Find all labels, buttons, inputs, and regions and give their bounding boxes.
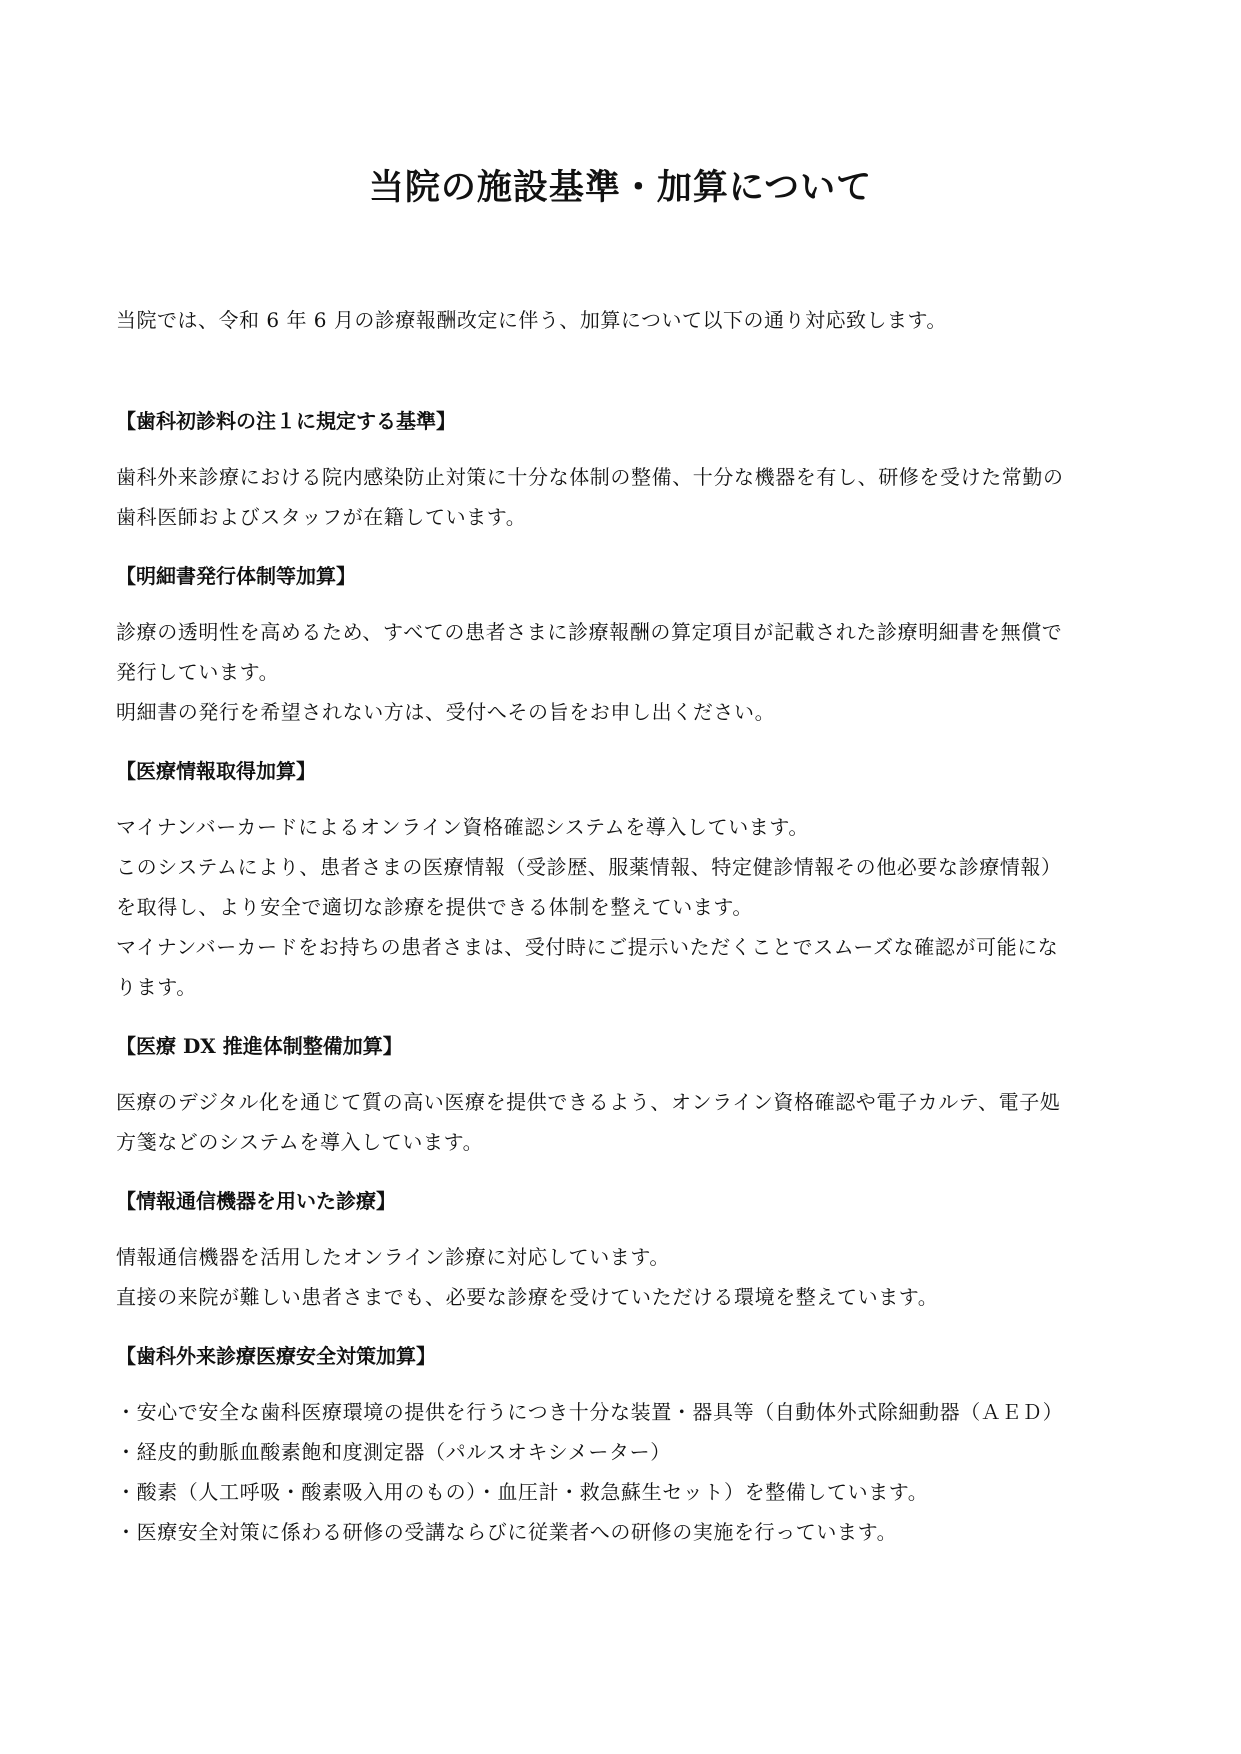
- section-line: 発行しています。: [116, 660, 280, 684]
- section-line: マイナンバーカードによるオンライン資格確認システムを導入しています。: [116, 815, 809, 839]
- section-heading: 【明細書発行体制等加算】: [116, 564, 356, 588]
- bullet-item: ・安心で安全な歯科医療環境の提供を行うにつき十分な装置・器具等（自動体外式除細動器（ＡＥＤ）: [116, 1400, 1064, 1424]
- section-line: 情報通信機器を活用したオンライン診療に対応しています。: [116, 1245, 670, 1269]
- section-line: 明細書の発行を希望されない方は、受付へその旨をお申し出ください。: [116, 700, 776, 724]
- section-line: 直接の来院が難しい患者さまでも、必要な診療を受けていただける環境を整えています。: [116, 1285, 939, 1309]
- page-title: 当院の施設基準・加算について: [368, 167, 873, 208]
- section-line: 歯科医師およびスタッフが在籍しています。: [116, 505, 527, 529]
- section-line: 医療のデジタル化を通じて質の高い医療を提供できるよう、オンライン資格確認や電子カルテ、電子処: [116, 1090, 1061, 1114]
- section-heading: 【医療情報取得加算】: [116, 759, 316, 783]
- bullet-item: ・医療安全対策に係わる研修の受講ならびに従業者への研修の実施を行っています。: [116, 1520, 898, 1544]
- intro-text: 当院では、令和 6 年 6 月の診療報酬改定に伴う、加算について以下の通り対応致します。: [116, 308, 947, 332]
- bullet-item: ・経皮的動脈血酸素飽和度測定器（パルスオキシメーター）: [116, 1440, 671, 1464]
- section-line: マイナンバーカードをお持ちの患者さまは、受付時にご提示いただくことでスムーズな確認が可能にな: [116, 935, 1059, 959]
- section-heading: 【歯科初診料の注１に規定する基準】: [116, 409, 456, 433]
- section-heading: 【情報通信機器を用いた診療】: [116, 1189, 396, 1213]
- section-line: 診療の透明性を高めるため、すべての患者さまに診療報酬の算定項目が記載された診療明細書を無償で: [116, 620, 1063, 644]
- section-line: 歯科外来診療における院内感染防止対策に十分な体制の整備、十分な機器を有し、研修を受けた常勤の: [116, 465, 1064, 489]
- section-line: ります。: [116, 975, 197, 999]
- section-heading: 【医療 DX 推進体制整備加算】: [116, 1034, 403, 1058]
- section-line: 方箋などのシステムを導入しています。: [116, 1130, 484, 1154]
- section-heading: 【歯科外来診療医療安全対策加算】: [116, 1344, 436, 1368]
- section-line: このシステムにより、患者さまの医療情報（受診歴、服薬情報、特定健診情報その他必要な診療情報）: [116, 855, 1062, 879]
- bullet-item: ・酸素（人工呼吸・酸素吸入用のもの）・血圧計・救急蘇生セット）を整備しています。: [116, 1480, 929, 1504]
- section-line: を取得し、より安全で適切な診療を提供できる体制を整えています。: [116, 895, 753, 919]
